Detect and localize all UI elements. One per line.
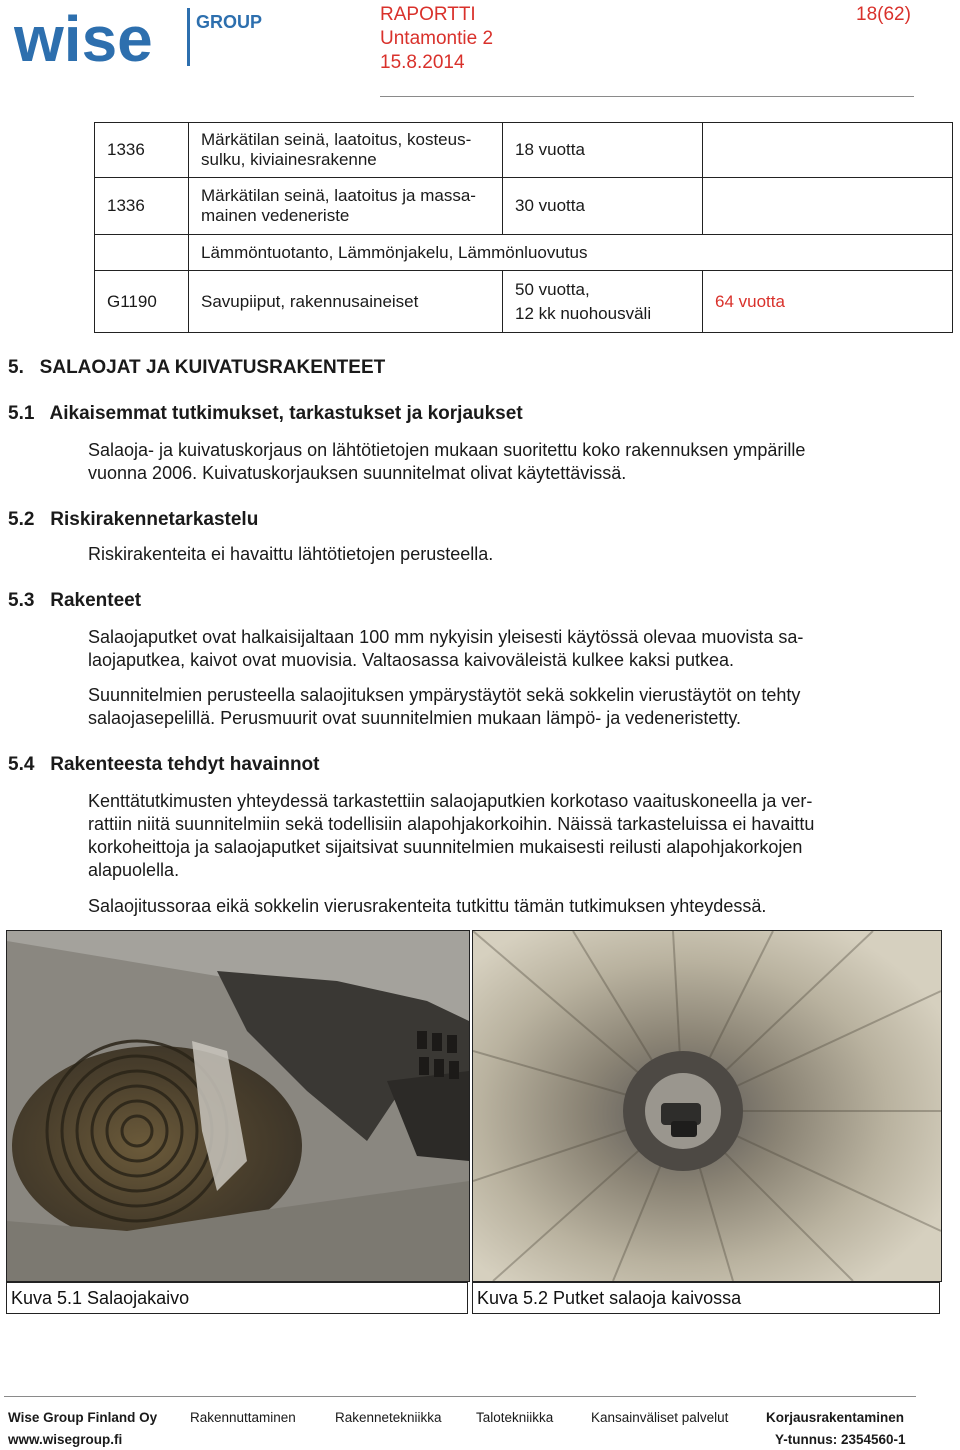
section-5-3-line: laojaputkea, kaivot ovat muovisia. Valtaosassa kaivoväleistä kulkee kaksi putkea. [88,650,735,670]
footer-rule [4,1396,916,1397]
footer-item: Talotekniikka [476,1410,554,1425]
footer-company: Wise Group Finland Oy [8,1410,158,1425]
section-5-1-line: Salaoja- ja kuivatuskorjaus on lähtötietojen mukaan suoritettu koko rakennuksen ympärille [88,440,806,460]
table-row [95,123,953,178]
table-group-label: Lämmöntuotanto, Lämmönjakelu, Lämmönluovutus [189,235,703,271]
section-5-3-line: Salaojaputket ovat halkaisijaltaan 100 mm nykyisin yleisesti käytössä olevaa muovista sa- [88,627,804,647]
doc-date: 15.8.2014 [380,52,465,73]
section-5-4-line: rattiin niitä suunnitelmiin sekä todellisiin alapohjakorkoihin. Näissä tarkasteluissa ei havaittu [88,814,815,834]
table-cell-desc: Märkätilan seinä, laatoitus, kosteus- sulku, kiviainesrakenne [189,123,503,178]
section-5-2-heading: 5.2 Riskirakennetarkastelu [8,509,259,530]
logo-group-text: GROUP [196,12,263,32]
table-cell-age: 64 vuotta [703,271,953,333]
section-5-3-line: Suunnitelmien perusteella salaojituksen ympärystäytöt sekä sokkelin vierustäytöt on tehty [88,685,801,705]
section-5-4-line: Salaojitussoraa eikä sokkelin vierusrakenteita tutkittu tämän tutkimuksen yhteydessä. [88,896,767,916]
doc-type: RAPORTTI [380,4,476,25]
figure-caption-1: Kuva 5.1 Salaojakaivo [6,1282,468,1314]
footer-business-id: Y-tunnus: 2354560-1 [775,1432,906,1447]
footer-item: Rakennetekniikka [335,1410,442,1425]
photo-well-pipes [472,930,942,1282]
table-row [95,271,953,333]
header-rule [380,96,914,97]
section-5-heading: 5. SALAOJAT JA KUIVATUSRAKENTEET [8,357,386,378]
section-5-3-heading: 5.3 Rakenteet [8,590,142,611]
table-cell-desc: Märkätilan seinä, laatoitus ja massa- mainen vedeneriste [189,178,503,235]
table-group-row [95,235,953,271]
table-cell-life: 50 vuotta, 12 kk nuohousväli [503,271,703,333]
section-5-4-line: Kenttätutkimusten yhteydessä tarkastettiin salaojaputkien korkotaso vaaituskoneella ja ver- [88,791,813,811]
table-cell-code: 1336 [95,178,189,235]
table-cell-code: 1336 [95,123,189,178]
page-number: 18(62) [856,4,911,25]
table-cell-age [703,178,953,235]
footer-website[interactable]: www.wisegroup.fi [8,1432,123,1447]
section-5-4-line: alapuolella. [88,860,180,880]
figure-caption-2: Kuva 5.2 Putket salaoja kaivossa [472,1282,940,1314]
logo-text: wise [14,6,153,68]
table-cell-age [703,123,953,178]
section-5-3-line: salaojasepelillä. Perusmuurit ovat suunnitelmien mukaan lämpö- ja vedeneristetty. [88,708,742,728]
section-5-1-heading: 5.1 Aikaisemmat tutkimukset, tarkastukset ja korjaukset [8,403,523,424]
wise-group-logo [14,6,264,68]
lifetime-table [94,122,953,333]
footer-item: Korjausrakentaminen [766,1410,905,1425]
doc-location: Untamontie 2 [380,28,494,49]
table-row [95,178,953,235]
table-cell-desc: Savupiiput, rakennusaineiset [189,271,503,333]
table-cell-life: 18 vuotta [503,123,703,178]
section-5-4-line: korkoheittoja ja salaojaputket sijaitsivat suunnitelmien mukaisesti reilusti alapohjakorkojen [88,837,803,857]
section-5-4-heading: 5.4 Rakenteesta tehdyt havainnot [8,754,320,775]
photo-drainage-well [6,930,470,1282]
table-cell-code: G1190 [95,271,189,333]
table-cell-life: 30 vuotta [503,178,703,235]
footer-item: Rakennuttaminen [190,1410,296,1425]
section-5-1-line: vuonna 2006. Kuivatuskorjauksen suunnitelmat olivat käytettävissä. [88,463,627,483]
section-5-2-text: Riskirakenteita ei havaittu lähtötietojen perusteella. [88,544,494,564]
footer-item: Kansainväliset palvelut [591,1410,729,1425]
